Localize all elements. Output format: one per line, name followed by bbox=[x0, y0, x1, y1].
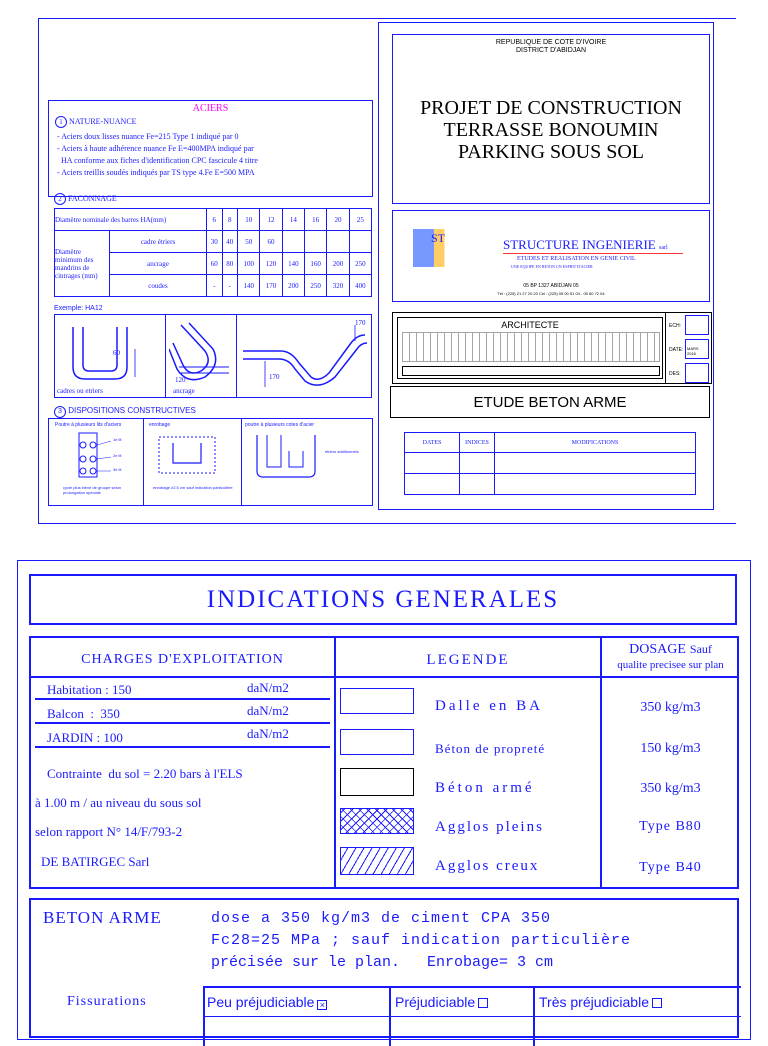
diameter-cell: 12 bbox=[260, 209, 282, 231]
disp-note: 2e lit bbox=[113, 453, 122, 458]
fig-c-dim2: 170 bbox=[269, 373, 280, 381]
charge-row bbox=[35, 702, 330, 724]
ech-label: ECH: bbox=[669, 323, 681, 329]
company-phone: Tél : (225) 21 27 20 20 Cel : (225) 05 00 51 04 - 05 60 72 04 bbox=[497, 291, 605, 296]
company-address: 05 BP 1327 ABIDJAN 05 bbox=[523, 283, 579, 289]
ech-field bbox=[685, 315, 709, 335]
value-cell: 160 bbox=[305, 253, 327, 275]
checked-box-icon[interactable]: × bbox=[317, 1000, 327, 1010]
fiss-bottom-rule bbox=[203, 1016, 741, 1017]
value-cell: 140 bbox=[238, 275, 260, 297]
architect-label: ARCHITECTE bbox=[501, 320, 559, 330]
mod-header: MODIFICATIONS bbox=[495, 433, 696, 453]
value-cell: 200 bbox=[327, 253, 349, 275]
dosage-value: 350 kg/m3 bbox=[640, 700, 701, 715]
charge-unit: daN/m2 bbox=[247, 680, 289, 695]
row-label: coudes bbox=[110, 275, 207, 297]
date-value: MARS 2016 bbox=[687, 346, 699, 356]
des-label: DES: bbox=[669, 371, 681, 377]
diameter-cell: 14 bbox=[282, 209, 304, 231]
charge-label: JARDIN : 100 bbox=[47, 730, 123, 745]
beton-line: précisée sur le plan. Enrobage= 3 cm bbox=[211, 954, 554, 971]
disp-caption: cycle plus élevé de groupe selon prolongation spéciale bbox=[63, 485, 122, 495]
architect-frame bbox=[392, 312, 712, 384]
fig-a-dim: 60 bbox=[113, 349, 120, 357]
fiss-option-label: Peu préjudiciable bbox=[207, 994, 315, 1010]
legend-label: Béton de propreté bbox=[435, 741, 546, 756]
checkbox-icon[interactable] bbox=[478, 998, 488, 1008]
fiss-option-peu[interactable] bbox=[207, 994, 327, 1010]
legend-swatch-agglos-pleins bbox=[340, 808, 414, 834]
aciers-line: - Aciers doux lisses nuance Fe=215 Type 1 indiqué par 0 bbox=[57, 132, 239, 141]
number-2-icon: 2 bbox=[54, 193, 66, 205]
aciers-line: HA conforme aux fiches d'identification CPC fascicule 4 titre bbox=[57, 156, 258, 165]
company-sub2: UNE EQUIPE EN BETON UN ESPRIT D'ACIER bbox=[511, 264, 593, 269]
legend-swatch-agglos-creux bbox=[340, 847, 414, 875]
date-label: DATE: bbox=[669, 347, 684, 353]
indications-table bbox=[29, 636, 739, 889]
beton-line: dose a 350 kg/m3 de ciment CPA 350 bbox=[211, 910, 552, 927]
dosage-value: 150 kg/m3 bbox=[640, 741, 701, 756]
value-cell: 60 bbox=[207, 253, 223, 275]
company-name-text: STRUCTURE INGENIERIE bbox=[503, 237, 656, 252]
value-cell: 100 bbox=[238, 253, 260, 275]
modifications-table bbox=[404, 432, 696, 495]
charge-unit: daN/m2 bbox=[247, 726, 289, 741]
value-cell: 60 bbox=[260, 231, 282, 253]
charge-unit: daN/m2 bbox=[247, 703, 289, 718]
dosage-header-note: Sauf bbox=[689, 642, 712, 656]
number-1-icon: 1 bbox=[55, 116, 67, 128]
aciers-panel bbox=[48, 100, 373, 197]
value-cell bbox=[282, 231, 304, 253]
charge-label: Habitation : 150 bbox=[47, 682, 132, 697]
value-cell bbox=[327, 231, 349, 253]
etude-banner bbox=[390, 386, 710, 418]
diameter-header: Diamètre nominale des barres HA(mm) bbox=[55, 209, 207, 231]
indications-title: INDICATIONS GENERALES bbox=[206, 586, 560, 613]
beton-line: Fc28=25 MPa ; sauf indication particulière bbox=[211, 932, 632, 949]
disp-header: Poutre à plusieurs lits d'aciers bbox=[55, 422, 122, 428]
beton-arme-label: BETON ARME bbox=[43, 908, 162, 927]
architect-stamp bbox=[402, 332, 660, 362]
value-cell: 30 bbox=[207, 231, 223, 253]
mod-header: INDICES bbox=[460, 433, 495, 453]
value-cell bbox=[305, 231, 327, 253]
diameter-cell: 6 bbox=[207, 209, 223, 231]
fig-c-dim1: 170 bbox=[355, 319, 366, 327]
example-figures bbox=[54, 314, 372, 398]
disp-header: enrobage bbox=[149, 422, 171, 428]
indications-title-box bbox=[29, 574, 737, 625]
legend-label: Agglos creux bbox=[435, 858, 540, 874]
value-cell bbox=[349, 231, 371, 253]
dispositions-panel bbox=[48, 418, 373, 506]
faconnage-table bbox=[54, 208, 372, 297]
company-sub1: ETUDES ET REALISATION EN GENIE CIVIL bbox=[517, 256, 636, 262]
row-label: ancrage bbox=[110, 253, 207, 275]
fiss-rule bbox=[203, 986, 741, 988]
logo-text: ST bbox=[431, 231, 446, 245]
fiss-option-label: Préjudiciable bbox=[395, 994, 476, 1010]
mod-header: DATES bbox=[405, 433, 460, 453]
value-cell: - bbox=[207, 275, 223, 297]
dosage-header bbox=[602, 640, 739, 672]
multi-bar-figure bbox=[251, 431, 321, 481]
company-rule bbox=[503, 253, 683, 254]
nature-nuance-label: NATURE-NUANCE bbox=[69, 117, 137, 126]
fig-a-caption: cadres ou etriers bbox=[57, 387, 103, 395]
beton-arme-box bbox=[29, 898, 739, 1038]
disp-divider bbox=[143, 419, 144, 505]
etude-title: ETUDE BETON ARME bbox=[473, 394, 627, 411]
dispositions-heading bbox=[54, 406, 196, 418]
company-logo bbox=[413, 229, 483, 267]
dosage-header-label: DOSAGE bbox=[629, 642, 686, 657]
dispositions-label: DISPOSITIONS CONSTRUCTIVES bbox=[68, 406, 196, 415]
disp-note: 1e lit bbox=[113, 437, 122, 442]
stirrup-figure bbox=[63, 319, 153, 385]
charge-label: Balcon : 350 bbox=[47, 706, 120, 721]
value-cell: 50 bbox=[238, 231, 260, 253]
bend-figure bbox=[241, 321, 369, 391]
coating-figure bbox=[155, 433, 225, 477]
contrainte-line: DE BATIRGEC Sarl bbox=[41, 854, 150, 869]
disp-divider bbox=[241, 419, 242, 505]
fiss-option-label: Très préjudiciable bbox=[539, 994, 649, 1010]
value-cell: 400 bbox=[349, 275, 371, 297]
republic-label: REPUBLIQUE DE COTE D'IVOIRE bbox=[495, 39, 607, 46]
fiss-option-prej[interactable] bbox=[395, 994, 488, 1010]
project-title: PARKING SOUS SOL bbox=[458, 141, 644, 163]
diameter-cell: 25 bbox=[349, 209, 371, 231]
mandrin-header: Diamètre minimum des mandrins de cintrages (mm) bbox=[55, 231, 110, 297]
fig-b-dim: 120 bbox=[175, 376, 186, 384]
value-cell: 200 bbox=[282, 275, 304, 297]
disp-header: poutre à plusieurs cotes d'acier bbox=[245, 422, 315, 428]
fig-b-caption: ancrage bbox=[173, 387, 195, 395]
company-suffix: sarl bbox=[659, 245, 668, 251]
aciers-title: ACIERS bbox=[192, 103, 229, 114]
diameter-cell: 8 bbox=[222, 209, 238, 231]
company-frame bbox=[392, 210, 710, 302]
example-label: Exemple: HA12 bbox=[54, 305, 103, 312]
legend-swatch-dalle bbox=[340, 688, 414, 714]
dosage-header-line2: qualite precisee sur plan bbox=[617, 659, 724, 671]
charge-row bbox=[35, 680, 330, 700]
diameter-cell: 16 bbox=[305, 209, 327, 231]
value-cell: 320 bbox=[327, 275, 349, 297]
date-field bbox=[685, 339, 709, 359]
aciers-line: - Aciers treillis soudés indiqués par TS type 4.Fe E=500 MPA bbox=[57, 168, 255, 177]
architect-box bbox=[397, 317, 663, 379]
disp-note: 3e lit bbox=[113, 467, 122, 472]
fissurations-label: Fissurations bbox=[67, 994, 147, 1009]
faconnage-heading bbox=[54, 193, 117, 205]
project-title: PROJET DE CONSTRUCTION bbox=[420, 97, 682, 119]
value-cell: 170 bbox=[260, 275, 282, 297]
legend-label: Béton armé bbox=[435, 780, 535, 796]
row-label: cadre étriers bbox=[110, 231, 207, 253]
value-cell: 140 bbox=[282, 253, 304, 275]
value-cell: 40 bbox=[222, 231, 238, 253]
legend-label: Dalle en BA bbox=[435, 698, 543, 714]
checkbox-icon[interactable] bbox=[652, 998, 662, 1008]
diameter-cell: 20 bbox=[327, 209, 349, 231]
legende-header: LEGENDE bbox=[426, 652, 510, 668]
dosage-value: 350 kg/m3 bbox=[640, 781, 701, 796]
faconnage-label: FACONNAGE bbox=[68, 194, 117, 203]
charges-header: CHARGES D'EXPLOITATION bbox=[81, 652, 284, 667]
nature-nuance-heading bbox=[55, 116, 137, 128]
fig-divider bbox=[165, 315, 166, 397]
legend-label: Agglos pleins bbox=[435, 819, 544, 835]
disp-caption: étriers additionnels bbox=[325, 449, 359, 454]
architect-footer bbox=[402, 366, 660, 376]
number-3-icon: 3 bbox=[54, 406, 66, 418]
value-cell: 120 bbox=[260, 253, 282, 275]
header-rule bbox=[31, 676, 737, 678]
aciers-line: - Aciers à haute adhérence nuance Fe E=400MPA indiqué par bbox=[57, 144, 254, 153]
contrainte-line: Contrainte du sol = 2.20 bars à l'ELS bbox=[47, 766, 243, 781]
charge-row bbox=[35, 726, 330, 748]
project-frame bbox=[392, 34, 710, 204]
fig-divider bbox=[236, 315, 237, 397]
contrainte-line: selon rapport N° 14/F/793-2 bbox=[35, 824, 183, 839]
value-cell: 250 bbox=[349, 253, 371, 275]
des-field bbox=[685, 363, 709, 383]
company-name bbox=[503, 237, 668, 253]
legend-swatch-proprete bbox=[340, 729, 414, 755]
legend-swatch-beton bbox=[340, 768, 414, 796]
value-cell: - bbox=[222, 275, 238, 297]
project-title: TERRASSE BONOUMIN bbox=[443, 119, 659, 141]
disp-caption: enrobage ≥2.5 cm sauf indication particulière bbox=[153, 485, 233, 490]
district-label: DISTRICT D'ABIDJAN bbox=[515, 47, 587, 54]
fiss-option-tres[interactable] bbox=[539, 994, 662, 1010]
dosage-value: Type B80 bbox=[639, 819, 702, 834]
dosage-value: Type B40 bbox=[639, 860, 702, 875]
value-cell: 250 bbox=[305, 275, 327, 297]
value-cell: 80 bbox=[222, 253, 238, 275]
diameter-cell: 10 bbox=[238, 209, 260, 231]
contrainte-line: à 1.00 m / au niveau du sous sol bbox=[35, 795, 202, 810]
meta-divider bbox=[665, 313, 666, 383]
